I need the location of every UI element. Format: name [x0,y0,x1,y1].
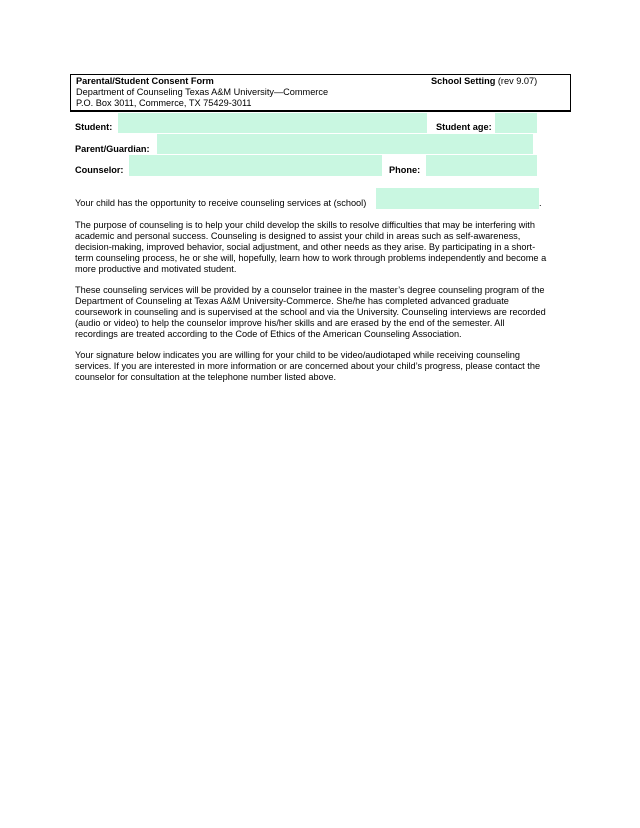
form-header [70,74,571,112]
para2-line1: These counseling services will be provided by a counselor trainee in the master’s degree counseling program of the [75,285,545,295]
para1-line5: more productive and motivated student. [75,264,237,274]
para3-line1: Your signature below indicates you are willing for your child to be video/audiotaped while receiving counseling [75,350,521,360]
student-label: Student: [75,122,113,132]
signature-paragraph [75,350,565,383]
parent-label: Parent/Guardian: [75,144,150,154]
counselor-label: Counselor: [75,165,124,175]
para3-line2: services. If you are interested in more information or are concerned about your child’s progress, please contact the [75,361,541,371]
para2-line2: Department of Counseling at Texas A&M University-Commerce. She/he has completed advanced graduate [75,296,509,306]
para2-line4: (audio or video) to help the counselor improve his/her skills and are erased by the end of the semester. All [75,318,505,328]
para1-line4: term counseling process, he or she will, hopefully, learn how to work through problems independently and become a [75,253,547,263]
student-age-label: Student age: [436,122,492,132]
phone-field[interactable] [426,155,537,176]
para2-line3: coursework in counseling and is supervised at the school and via the University. Counseling interviews are recorded [75,307,546,317]
school-sentence: Your child has the opportunity to receive counseling services at (school) [75,198,367,208]
para1-line3: decision-making, improved behavior, social adjustment, and other needs as they arise. By participating in a short- [75,242,536,252]
school-field[interactable] [376,188,539,209]
para2-line5: recordings are treated according to the Code of Ethics of the American Counseling Association. [75,329,462,339]
student-field[interactable] [118,113,427,133]
school-sentence-period: . [539,198,542,208]
para1-line2: academic and personal success. Counseling is designed to assist your child in areas such as self-awareness, [75,231,521,241]
para3-line3: counselor for consultation at the telephone number listed above. [75,372,336,382]
form-title: Parental/Student Consent Form [76,76,214,86]
department-line: Department of Counseling Texas A&M University—Commerce [76,87,329,97]
purpose-paragraph [75,220,565,275]
student-age-field[interactable] [495,113,537,133]
parent-guardian-field[interactable] [157,134,533,154]
address-line: P.O. Box 3011, Commerce, TX 75429-3011 [76,98,252,108]
para1-line1: The purpose of counseling is to help your child develop the skills to resolve difficulties that may be interfering with [75,220,535,230]
services-paragraph [75,285,565,340]
school-setting [431,76,537,87]
revision: (rev 9.07) [497,76,538,86]
counselor-field[interactable] [129,155,382,176]
phone-label: Phone: [389,165,421,175]
setting-label: School Setting [431,76,496,86]
